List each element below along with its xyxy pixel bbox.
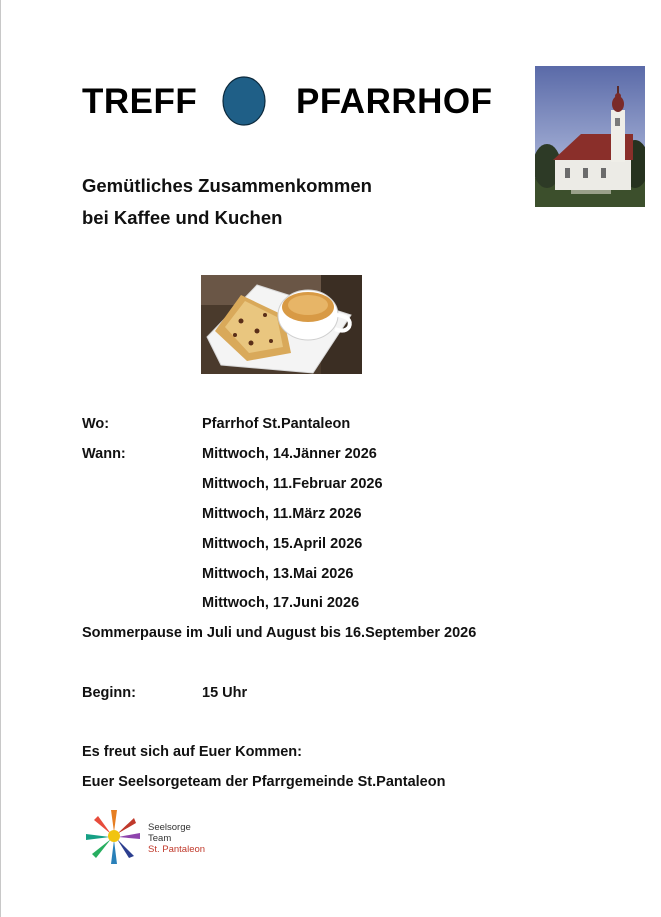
date-item: Mittwoch, 14.Jänner 2026 [202, 446, 377, 462]
date-item: Mittwoch, 13.Mai 2026 [202, 566, 354, 582]
logo-text-line-2: Team [148, 833, 172, 844]
summer-break-note: Sommerpause im Juli und August bis 16.September 2026 [82, 625, 477, 641]
logo-text-line-3: St. Pantaleon [148, 844, 206, 855]
start-label: Beginn: [82, 685, 136, 701]
intro-line-2: bei Kaffee und Kuchen [82, 207, 283, 228]
title-treff: TREFF [82, 82, 198, 121]
date-item: Mittwoch, 11.Februar 2026 [202, 476, 383, 492]
date-item: Mittwoch, 15.April 2026 [202, 536, 363, 552]
start-value: 15 Uhr [202, 685, 248, 701]
intro-line-1: Gemütliches Zusammenkommen [82, 175, 372, 196]
closing-line-2: Euer Seelsorgeteam der Pfarrgemeinde St.Pantaleon [82, 774, 446, 790]
closing-line-1: Es freut sich auf Euer Kommen: [82, 744, 302, 760]
coffee-and-cake-photo [201, 275, 362, 374]
title-pfarrhof: PFARRHOF [296, 82, 493, 121]
date-item: Mittwoch, 17.Juni 2026 [202, 595, 360, 611]
sun-star-logo-icon [84, 806, 140, 866]
where-label: Wo: [82, 416, 110, 432]
where-value: Pfarrhof St.Pantaleon [202, 416, 351, 432]
page-edge [0, 0, 1, 917]
church-photo [535, 66, 645, 207]
blue-oval-icon [222, 76, 266, 126]
logo-text-line-1: Seelsorge [148, 822, 191, 833]
date-item: Mittwoch, 11.März 2026 [202, 506, 362, 522]
when-label: Wann: [82, 446, 126, 462]
